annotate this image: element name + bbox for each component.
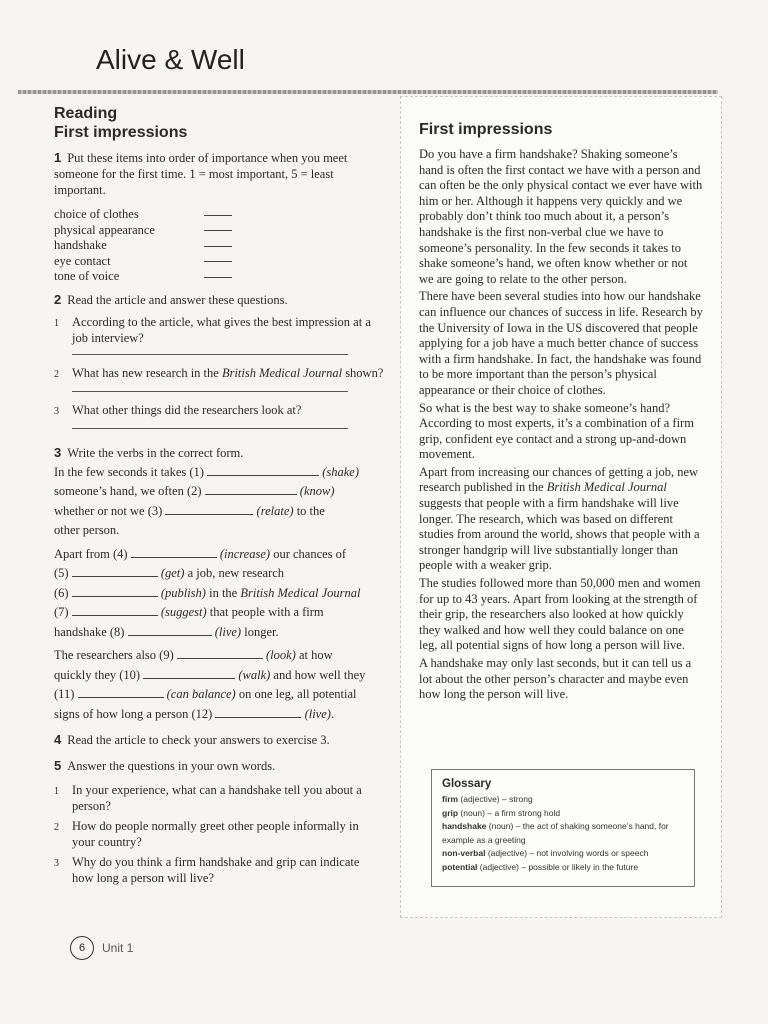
question-item	[54, 365, 384, 383]
ranking-blank[interactable]	[204, 222, 232, 232]
question-item	[54, 314, 384, 346]
gap-fill-paragraph: Apart from (4) (increase) our chances of (5) (get) a job, new research (6) (publish) in the British Medical Journal (7) (suggest) that people with a firm handshake (8) (live) longer.	[54, 546, 361, 639]
ranking-item-label: tone of voice	[54, 269, 120, 283]
gap-12[interactable]	[215, 705, 301, 718]
page-title: Alive & Well	[96, 44, 245, 75]
question-number: 2	[54, 368, 59, 380]
glossary-entry: handshake (noun) – the act of shaking someone’s hand, for example as a greeting	[442, 821, 669, 845]
gap-5[interactable]	[72, 564, 158, 577]
exercise-instruction: Read the article to check your answers to exercise 3.	[67, 733, 330, 747]
exercise-instruction: Answer the questions in your own words.	[67, 759, 276, 773]
exercises-column	[54, 104, 384, 886]
question-item	[54, 818, 384, 850]
answer-line[interactable]	[72, 387, 348, 392]
ranking-item-label: physical appearance	[54, 222, 155, 237]
question-text: How do people normally greet other people informally in your country?	[72, 819, 359, 849]
gap-4[interactable]	[131, 545, 217, 558]
gap-8[interactable]	[128, 623, 212, 636]
gap-11[interactable]	[78, 685, 164, 698]
glossary-entry: firm (adjective) – strong	[442, 794, 533, 804]
section-subheading: First impressions	[54, 124, 188, 141]
article-box	[400, 96, 722, 918]
exercise-5	[54, 758, 384, 774]
gap-10[interactable]	[143, 666, 235, 679]
exercise-instruction: Write the verbs in the correct form.	[67, 445, 244, 460]
exercise-number: 3	[54, 444, 62, 460]
exercise-instruction: Read the article and answer these questions.	[67, 292, 288, 307]
glossary-box	[431, 769, 695, 887]
question-text: What other things did the researchers look at?	[72, 402, 302, 417]
answer-line[interactable]	[72, 350, 348, 355]
gap-fill-paragraph: In the few seconds it takes (1) (shake) someone’s hand, we often (2) (know) whether or not we (3) (relate) to the other person.	[54, 464, 359, 537]
question-number: 2	[54, 822, 59, 833]
ranking-item	[54, 253, 384, 269]
ranking-blank[interactable]	[204, 237, 232, 247]
question-item	[54, 854, 384, 886]
question-text: What has new research in the British Medical Journal shown?	[72, 365, 384, 380]
question-item	[54, 782, 384, 814]
glossary-entry: grip (noun) – a firm strong hold	[442, 807, 561, 818]
answer-line[interactable]	[72, 424, 348, 429]
gap-3[interactable]	[165, 502, 253, 515]
ranking-item	[54, 206, 384, 222]
ranking-blank[interactable]	[204, 268, 232, 278]
gap-7[interactable]	[72, 603, 158, 616]
question-number: 3	[54, 405, 59, 417]
gap-fill-paragraph: The researchers also (9) (look) at how quickly they (10) (walk) and how well they (11) (can balance) on one leg, all potential signs of how long a person (12) (live).	[54, 648, 366, 721]
ranking-blank[interactable]	[204, 253, 232, 263]
glossary-entry: non-verbal (adjective) – not involving words or speech	[442, 848, 649, 858]
exercise-1	[54, 150, 384, 198]
glossary-title: Glossary	[442, 778, 492, 790]
question-item	[54, 402, 384, 420]
exercise-number: 5	[54, 758, 62, 773]
question-number: 1	[54, 317, 59, 329]
exercise-instruction: Put these items into order of importance when you meet someone for the first time. 1 = most important, 5 = least important.	[54, 151, 348, 197]
exercise-number: 2	[54, 291, 62, 307]
page-footer	[70, 936, 133, 960]
ranking-item-label: choice of clothes	[54, 207, 139, 221]
article-paragraph: A handshake may only last seconds, but it can tell us a lot about the other person’s character and maybe even how long the person will live.	[419, 656, 692, 702]
gap-6[interactable]	[72, 584, 158, 597]
question-text: In your experience, what can a handshake tell you about a person?	[72, 783, 362, 813]
exercise-number: 1	[54, 150, 62, 165]
exercise-number: 4	[54, 732, 62, 747]
gap-1[interactable]	[207, 463, 319, 476]
article-paragraph: The studies followed more than 50,000 men and women for up to 43 years. Apart from looking at the strength of their grip, the researchers also looked at how quickly they walked and how well they could balance on one leg, all potential signs of how long a person will live.	[419, 576, 701, 653]
ranking-item	[54, 268, 384, 284]
article-paragraph: There have been several studies into how our handshake can influence our chances of success in life. Research by the University of Iowa in the US discovered that people applying for a job have a much better chance of success with a firm handshake. In fact, the handshake was found to be more important than the person’s physical appearance or their choice of clothes.	[419, 289, 703, 397]
question-text: According to the article, what gives the best impression at a job interview?	[72, 314, 371, 345]
ranking-item-label: handshake	[54, 238, 107, 252]
glossary-entry: potential (adjective) – possible or likely in the future	[442, 861, 639, 872]
question-number: 3	[54, 858, 59, 869]
ranking-item	[54, 222, 384, 238]
gap-fill-text	[54, 463, 384, 725]
gap-9[interactable]	[177, 646, 263, 659]
article-paragraph: Apart from increasing our chances of getting a job, new research published in the British Medical Journal suggests that people with a firm handshake will live longer. The research, which was based on different studies from around the world, shows that people with a stronger handgrip will live substantially longer than people with a weaker grip.	[419, 464, 700, 573]
unit-label: Unit 1	[102, 941, 134, 955]
title-rule	[18, 90, 718, 94]
ranking-item-label: eye contact	[54, 253, 111, 268]
article-paragraph: Do you have a firm handshake? Shaking someone’s hand is often the first contact we have with a person and can often be the only physical contact we ever have with him or her. Although it happens very quickly and we probably don’t think too much about it, a person’s handshake is the first non-verbal clue we have to someone’s personality. In the few seconds it takes to shake someone’s hand, we often know whether or not we are going to relate to the other person.	[419, 147, 703, 286]
question-number: 1	[54, 786, 59, 797]
question-text: Why do you think a firm handshake and grip can indicate how long a person will live?	[72, 855, 360, 885]
section-heading: Reading	[54, 105, 118, 122]
ranking-list	[54, 206, 384, 284]
page-number: 6	[70, 936, 94, 960]
article-paragraph: So what is the best way to shake someone’s hand? According to most experts, it’s a combination of a firm grip, confident eye contact and a strong up-and-down movement.	[419, 400, 694, 462]
ranking-blank[interactable]	[204, 206, 232, 216]
exercise-4	[54, 732, 384, 748]
exercise-2	[54, 292, 384, 308]
ranking-item	[54, 237, 384, 253]
article-title: First impressions	[419, 121, 553, 138]
exercise-3	[54, 445, 384, 461]
gap-2[interactable]	[205, 482, 297, 495]
